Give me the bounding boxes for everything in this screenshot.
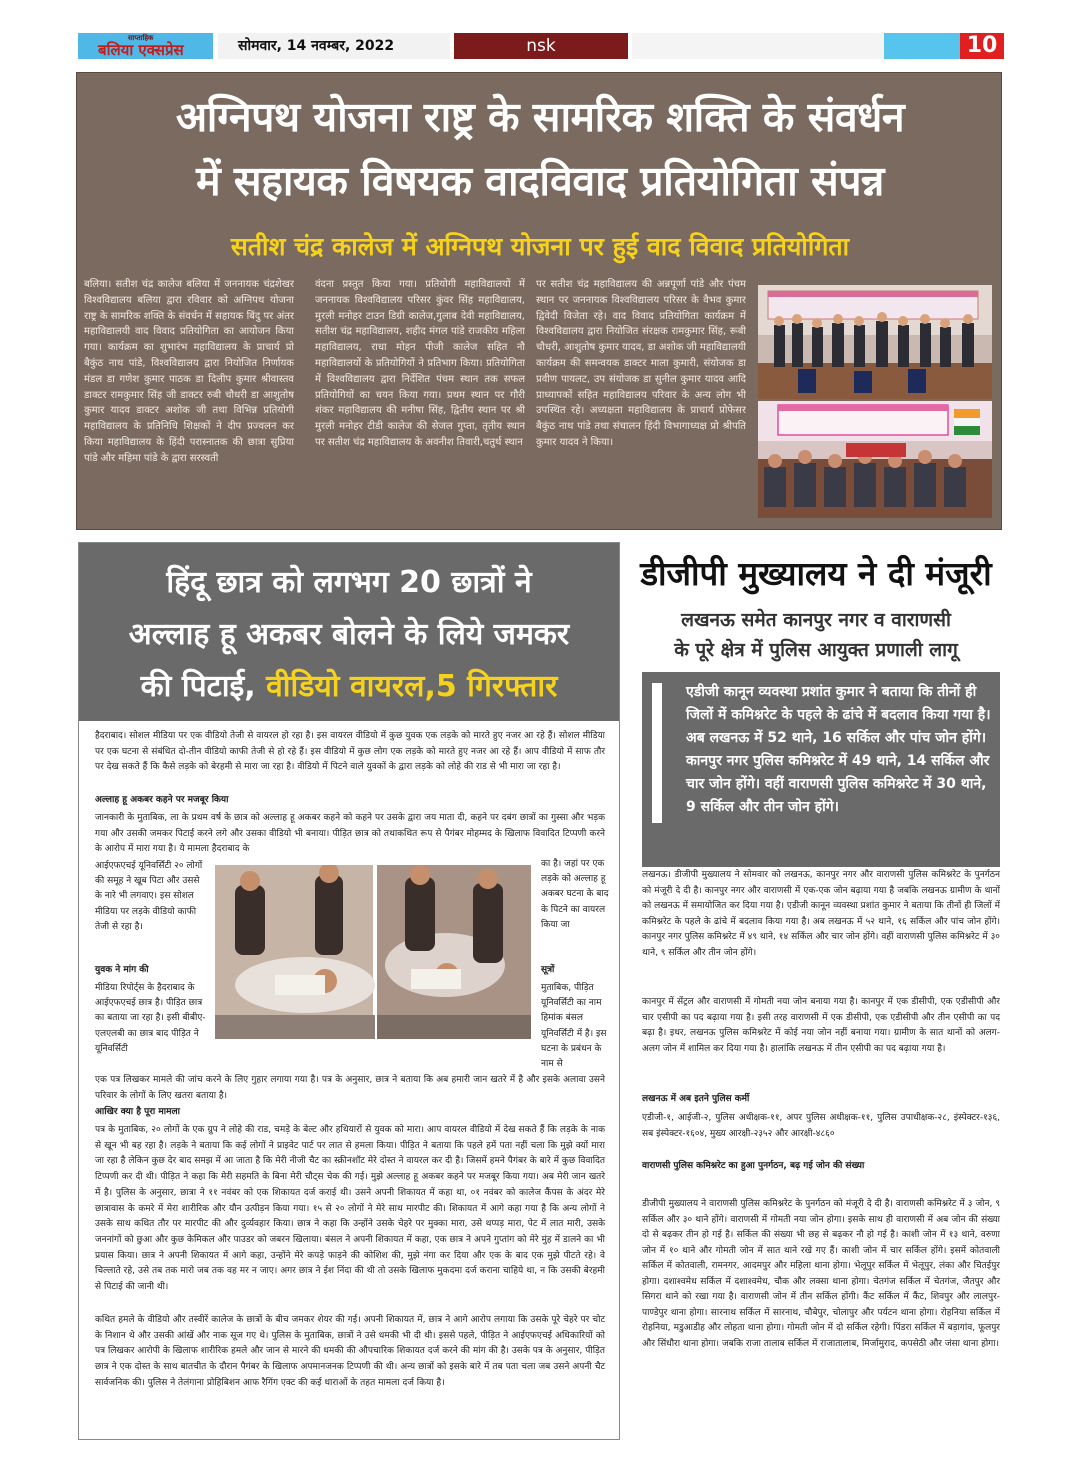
left-headline-line3 <box>79 661 619 713</box>
right-para-3: एडीजी-१, आईजी-२, पुलिस अधीक्षक-११, अपर पुलिस अधीक्षक-११, पुलिस उपाधीक्षक-२८, इंस्पेक्टर-१३६, सब इंस्पेक्टर-१६०४, मुख्य आरक्षी-२३५२ और आरक्षी-४८६० <box>642 1113 1000 1139</box>
left-para-3: पत्र के मुताबिक, २० लोगों के एक ग्रुप ने लोहे की राड, चमड़े के बेल्ट और हथियारों से युवक को मारा। आप वायरल वीडियो में देख सकते हैं कि लड़के के नाक से खून भी बह रहा है। लड़के ने बताया कि कई लोगों ने प्राइवेट पार्ट पर लात से हमला किया। पीड़ित ने बताया कि पहले हमें पता नहीं चला कि मुझे क्यों मारा जा रहा है लेकिन कुछ देर बाद समझ में आ जाता है कि मेरी नीजी चैट का स्क्रीनशॉट मेरे दोस्त ने वायरल कर दी है। जिसमें हमने पैगंबर के बारे में कुछ विवादित टिप्पणी कर दी थी। पीड़ित ने कहा कि मेरी सहमति के बिना मेरी चौट्स चेक की गई। मुझे अल्लाह हू अकबर कहने पर मजबूर किया गया। अब मेरी जान खतरे में है। पुलिस के अनुसार, छात्रा ने ११ नवंबर को एक शिकायत दर्ज कराई थी। उसने अपनी शिकायत में कहा था, ०१ नवंबर को कालेज कैंपस के अंदर मेरे छात्रावास के कमरे में मेरा शारीरिक और यौन उत्पीड़न किया गया। १५ से २० लोगों ने मेरे साथ मारपीट की। शिकायत में आगे कहा गया है कि अन्य लोगों ने उसके साथ कथित तौर पर मारपीट की और दुर्व्यवहार किया। छात्र ने कहा कि उन्होंने उसके चेहरे पर मुक्का मारा, उसे थप्पड़ मारा, पेट में लात मारी, उसके जननांगों को छुआ और कुछ केमिकल और पाउडर को जबरन खिलाया। बंसल ने अपनी शिकायत में कहा, एक छात्र ने अपने गुप्तांग को मेरे मुंह में डालने का भी प्रयास किया। छात्र ने अपनी शिकायत में आगे कहा, उन्होंने मेरे कपड़े फाड़ने की कोशिश की, मुझे नंगा कर दिया और एक के बाद एक मुझे पीटते रहे। वे चिल्लाते रहे, उसे तब तक मारो जब तक वह मर न जाए। अगर छात्र ने ईश निंदा की थी तो उसके खिलाफ मुकदमा दर्ज कराना चाहिये था, न कि उसकी बेरहमी से पिटाई की जानी थी। <box>95 1125 605 1293</box>
issue-date: सोमवार, 14 नवम्बर, 2022 <box>218 33 450 59</box>
right-para-4: डीजीपी मुख्यालय ने वाराणसी पुलिस कमिश्नरेट के पुनर्गठन को मंजूरी दे दी है। वाराणसी कमिश्नरेट में ३ जोन, ९ सर्किल और ३० थाने होंगे। वाराणसी में गोमती नया जोन होगा। इसके साथ ही वाराणसी में अब जोन की संख्या दो से बढ़कर तीन हो गई है। सर्किल की संख्या भी छह से बढ़कर नौ हो गई है। काशी जोन में १३ थाने, वरुणा जोन में १० थाने और गोमती जोन में सात थाने रखे गए हैं। काशी जोन में चार सर्किल होंगे। इसमें कोतवाली सर्किल में कोतवाली, रामनगर, आदमपुर और महिला थाना होगा। भेलूपुर सर्किल में भेलूपुर, लंका और चितईपुर होगा। दशाश्वमेध सर्किल में दशाश्वमेध, चौक और लक्सा थाना होगा। चेतगंज सर्किल में चेतगंज, जैतपुर और सिगरा थाने को रखा गया है। वाराणसी जोन में तीन सर्किल होंगी। कैंट सर्किल में कैंट, शिवपुर और लालपुर-पाण्डेपुर थाना होगा। सारनाथ सर्किल में सारनाथ, चौबेपुर, चोलापुर और पर्यटन थाना होगा। रोहनिया सर्किल में रोहनिया, मडुआडीह और लोहता थाना होगा। गोमती जोन में दो सर्किल रहेगी। पिंडरा सर्किल में बड़ागांव, फूलपुर और सिंधौरा थाना होगा। जबकि राजा तालाब सर्किल में राजातालाब, मिर्जामुराद, कपसेठी और जंसा थाना होगा। <box>642 1199 1000 1349</box>
right-story <box>630 545 1002 1443</box>
pull-quote-text: एडीजी कानून व्यवस्था प्रशांत कुमार ने बताया कि तीनों ही जिलों में कमिश्नरेट के पहले के ढांचे में बदलाव किया गया है। अब लखनऊ में 52 थाने, 16 सर्किल और पांच जोन होंगे। कानपुर नगर पुलिस कमिश्नरेट में 49 थाने, 14 सर्किल और चार जोन होंगे। वहीं वाराणसी पुलिस कमिश्नरेट में 30 थाने, 9 सर्किल और तीन जोन होंगे। <box>686 684 991 815</box>
left-subhead-4: आखिर क्या है पूरा मामला <box>95 1107 180 1117</box>
right-para-1: लखनऊ। डीजीपी मुख्यालय ने सोमवार को लखनऊ, कानपुर नगर और वाराणसी पुलिस कमिश्नरेट के पुनर्गठन को मंजूरी दे दी है। कानपुर नगर और वाराणसी में एक-एक जोन बढ़ाया गया है जबकि लखनऊ ग्रामीण के थानों को लखनऊ में समायोजित कर दिया गया है। एडीजी कानून व्यवस्था प्रशांत कुमार ने बताया कि तीनों ही जिलों में कमिश्नरेट के पहले के ढांचे में बदलाव किया गया है। अब लखनऊ में ५२ थाने, १६ सर्किल और पांच जोन होंगे। कानपुर नगर पुलिस कमिश्नरेट में ४९ थाने, १४ सर्किल और चार जोन होंगे। वहीं वाराणसी पुलिस कमिश्नरेट में ३० थाने, ९ सर्किल और तीन जोन होंगे। <box>642 870 1000 958</box>
pull-quote-bar <box>652 683 662 823</box>
masthead <box>78 33 1004 59</box>
left-story <box>78 542 620 1440</box>
top-subhead: सतीश चंद्र कालेज में अग्निपथ योजना पर हुई वाद विवाद प्रतियोगिता <box>230 232 850 261</box>
right-subhead-line1: लखनऊ समेत कानपुर नगर व वाराणसी <box>681 609 951 631</box>
top-column-1: बलिया। सतीश चंद्र कालेज बलिया में जननायक चंद्रशेखर विश्वविद्यालय बलिया द्वारा रविवार को अग्निपथ योजना राष्ट्र के सामरिक शक्ति के संवर्धन में सहायक बिंदु पर अंतर महाविद्यालयी वाद विवाद प्रतियोगिता का आयोजन किया गया। कार्यक्रम का शुभारंभ महाविद्यालय के प्राचार्य प्रो बैकुंठ नाथ पांडे, विश्वविद्यालय द्वारा नियोजित निर्णायक मंडल डा गणेश कुमार पाठक डा दिलीप कुमार श्रीवास्तव डाक्टर रामकुमार सिंह जी डाक्टर रुबी चौधरी डा आशुतोष कुमार यादव डाक्टर अशोक जी तथा विभिन्न प्रतियोगी महाविद्यालय के प्रतिनिधि शिक्षकों ने दीप प्रज्वलन कर किया महाविद्यालय के हिंदी परास्नातक की छात्रा सुप्रिया पांडे और महिमा पांडे के द्वारा सरस्वती <box>84 279 294 464</box>
right-narrow-text-1: का है। जहां पर एक लड़के को अल्लाह हू अकबर घटना के बाद के पिटने का वायरल किया जा <box>541 859 609 930</box>
top-headline-line1: अग्निपथ योजना राष्ट्र के सामरिक शक्ति के संवर्धन <box>175 93 905 141</box>
left-headline-line1: हिंदू छात्र को लगभग 20 छात्रों ने <box>166 565 532 600</box>
top-column-3: पर सतीश चंद्र महाविद्यालय की अन्नपूर्णा पांडे और पंचम स्थान पर जननायक विश्वविद्यालय परिसर के वैभव कुमार द्विवेदी विजेता रहे। वाद विवाद प्रतियोगिता कार्यक्रम में विश्वविद्यालय द्वारा नियोजित संरक्षक रामकुमार सिंह, रूबी चौधरी, आशुतोष कुमार यादव, डा अशोक जी महाविद्यालयी कार्यक्रम की समन्वयक डाक्टर माला कुमारी, संयोजक डा प्रवीण पायलट, उप संयोजक डा सुनील कुमार यादव आदि प्राध्यापकों सहित महाविद्यालय परिवार के अन्य लोग भी उपस्थित रहे। अध्यक्षता महाविद्यालय के प्राचार्य प्रोफेसर बैकुंठ नाथ पांडे तथा संचालन हिंदी विभागाध्यक्ष प्रो श्रीपति कुमार यादव ने किया। <box>536 279 746 448</box>
right-subhead-line2: के पूरे क्षेत्र में पुलिस आयुक्त प्रणाली लागू <box>674 639 958 661</box>
right-subhead-1: लखनऊ में अब इतने पुलिस कर्मी <box>642 1094 750 1104</box>
top-headline-line2: में सहायक विषयक वादविवाद प्रतियोगिता संपन्न <box>196 157 884 205</box>
video-still-photo <box>215 865 531 1039</box>
right-narrow-text-2: मुताबिक, पीड़ित यूनिवर्सिटी का नाम हिमांक बंसल यूनिवर्सिटी में है। इस घटना के प्रबंधन के नाम से <box>541 983 607 1070</box>
paper-logo <box>78 33 213 59</box>
left-narrow-text-2: मीडिया रिपोर्ट्स के हैदराबाद के आईएफएचई छात्र है। पीड़ित छात्र का बताया जा रहा है। इसी बीबीए-एलएलबी का छात्र बाद पीड़ित ने यूनिवर्सिटी <box>95 983 206 1054</box>
right-subhead <box>630 605 1002 665</box>
left-headline-line3-white: की पिटाई, <box>140 669 267 704</box>
left-para-1: जानकारी के मुताबिक, ला के प्रथम वर्ष के छात्र को अल्लाह हू अकबर कहने को कहने पर उसके द्वारा जय माता दी, कहने पर दबंग छात्रों का गुस्सा और भड़क गया और उसकी जमकर पिटाई करने लगे और उसका वीडियो भी बनाया। पीड़ित छात्र को तथाकथित रूप से पैगंबर मोहम्मद के खिलाफ विवादित टिप्पणी करने के आरोप में मारा गया है। ये मामला हैदराबाद के <box>95 813 605 855</box>
pull-quote <box>642 672 1000 867</box>
right-para-2: कानपुर में सेंट्रल और वाराणसी में गोमती नया जोन बनाया गया है। कानपुर में एक डीसीपी, एक एडीसीपी और चार एसीपी का पद बढ़ाया गया है। इसी तरह वाराणसी में एक डीसीपी, एक एडीसीपी और तीन एसीपी का पद बढ़ा है। इधर, लखनऊ पुलिस कमिश्नरेट में कोई नया जोन नहीं बनाया गया। ग्रामीण के सात थानों को अलग-अलग जोन में शामिल कर दिया गया है। हालांकि लखनऊ में तीन एसीपी का पद बढ़ाया गया है। <box>642 997 1000 1054</box>
page-number: 10 <box>960 33 1004 59</box>
left-headline-box <box>79 543 619 721</box>
left-para-2: एक पत्र लिखकर मामले की जांच करने के लिए गुहार लगाया गया है। पत्र के अनुसार, छात्र ने बताया कि अब हमारी जान खतरे में है और इसके अलावा उसने परिवार के लोगों के लिए खतरा बताया है। <box>95 1075 605 1101</box>
masthead-accent <box>884 33 960 59</box>
left-narrow-text-1: आईएफएचई यूनिवर्सिटी २० लोगों की समूह ने खूब पिटा और उससे के नारे भी लगवाए। इस सोशल मीडिया पर लड़के वीडियो काफी तेजी से रहा है। <box>95 861 203 932</box>
left-headline-line2: अल्लाह हू अकबर बोलने के लिये जमकर <box>128 617 570 652</box>
right-subhead-2: वाराणसी पुलिस कमिश्नरेट का हुआ पुनर्गठन, बढ़ गई जोन की संख्या <box>642 1161 865 1171</box>
left-subhead-2: युवक ने मांग की <box>95 965 149 975</box>
event-photo-stage <box>758 285 992 399</box>
left-headline <box>79 557 619 713</box>
right-headline: डीजीपी मुख्यालय ने दी मंजूरी <box>640 554 992 593</box>
logo-title: बलिया एक्सप्रेस <box>98 41 184 59</box>
top-headline <box>77 85 1003 213</box>
left-headline-line3-yellow: वीडियो वायरल,5 गिरफ्तार <box>266 669 558 704</box>
top-column-2: वंदना प्रस्तुत किया गया। प्रतियोगी महाविद्यालयों में जननायक विश्वविद्यालय परिसर कुंवर सिंह महाविद्यालय, मुरली मनोहर टाउन डिग्री कालेज,गुलाब देवी महाविद्यालय, सतीश चंद्र महाविद्यालय, शहीद मंगल पांडे राजकीय महिला महाविद्यालय, राधा मोहन पीजी कालेज सहित नौ महाविद्यालयों के प्रतियोगियों ने प्रतिभाग किया। प्रतियोगिता में विश्वविद्यालय द्वारा निर्देशित पंचम स्थान तक सफल प्रतियोगियों का चयन किया गया। प्रथम स्थान पर गौरी शंकर महाविद्यालय की मनीषा सिंह, द्वितीय स्थान पर श्री मुरली मनोहर टीडी कालेज की सेजल गुप्ता, तृतीय स्थान पर सतीश चंद्र महाविद्यालय के अवनीश तिवारी,चतुर्थ स्थान <box>315 279 525 448</box>
left-intro: हैदराबाद। सोशल मीडिया पर एक वीडियो तेजी से वायरल हो रहा है। इस वायरल वीडियो में कुछ युवक एक लड़के को मारते हुए नजर आ रहे हैं। सोशल मीडिया पर एक घटना से संबंधित दो-तीन वीडियो काफी तेजी से हो रहे हैं। इस वीडियो में कुछ लोग एक लड़के को मारते हुए नजर आ रहे हैं। आप वीडियो में साफ तौर पर देख सकते हैं कि कैसे लड़के को बेरहमी से मारा जा रहा है। वीडियो में पिटने वाले युवकों के द्वारा लड़के को लोहे की राड से भी मारा जा रहा है। <box>95 731 605 773</box>
left-subhead-1: अल्लाह हू अकबर कहने पर मजबूर किया <box>95 795 229 805</box>
edition-label: nsk <box>454 33 628 59</box>
masthead-band <box>632 33 884 59</box>
top-story <box>76 72 1002 530</box>
logo-weekly: साप्ताहिक <box>128 34 154 42</box>
right-subhead-3: सूत्रों <box>541 965 555 975</box>
left-para-4: कथित हमले के वीडियो और तस्वीरें कालेज के छात्रों के बीच जमकर शेयर की गई। अपनी शिकायत में, छात्र ने आगे आरोप लगाया कि उसके पूरे चेहरे पर चोट के निशान थे और उसकी आंखें और नाक सूज गए थे। पुलिस के मुताबिक, छात्रों ने उसे धमकी भी दी थी। इससे पहले, पीड़ित ने आईएफएचई अधिकारियों को पत्र लिखकर आरोपी के खिलाफ शारीरिक हमले और जान से मारने की धमकी की औपचारिक शिकायत दर्ज करने की मांग की है। उसके पत्र के अनुसार, पीड़ित छात्र ने एक दोस्त के साथ बातचीत के दौरान पैगंबर के खिलाफ अपमानजनक टिप्पणी की थी। अन्य छात्रों को इसके बारे में तब पता चला जब उसने अपनी चैट सार्वजनिक की। पुलिस ने तेलंगाना प्रोहिबिशन आफ रैगिंग एक्ट की कई धाराओं के तहत मामला दर्ज किया है। <box>95 1315 605 1388</box>
event-photo-audience <box>758 401 992 518</box>
